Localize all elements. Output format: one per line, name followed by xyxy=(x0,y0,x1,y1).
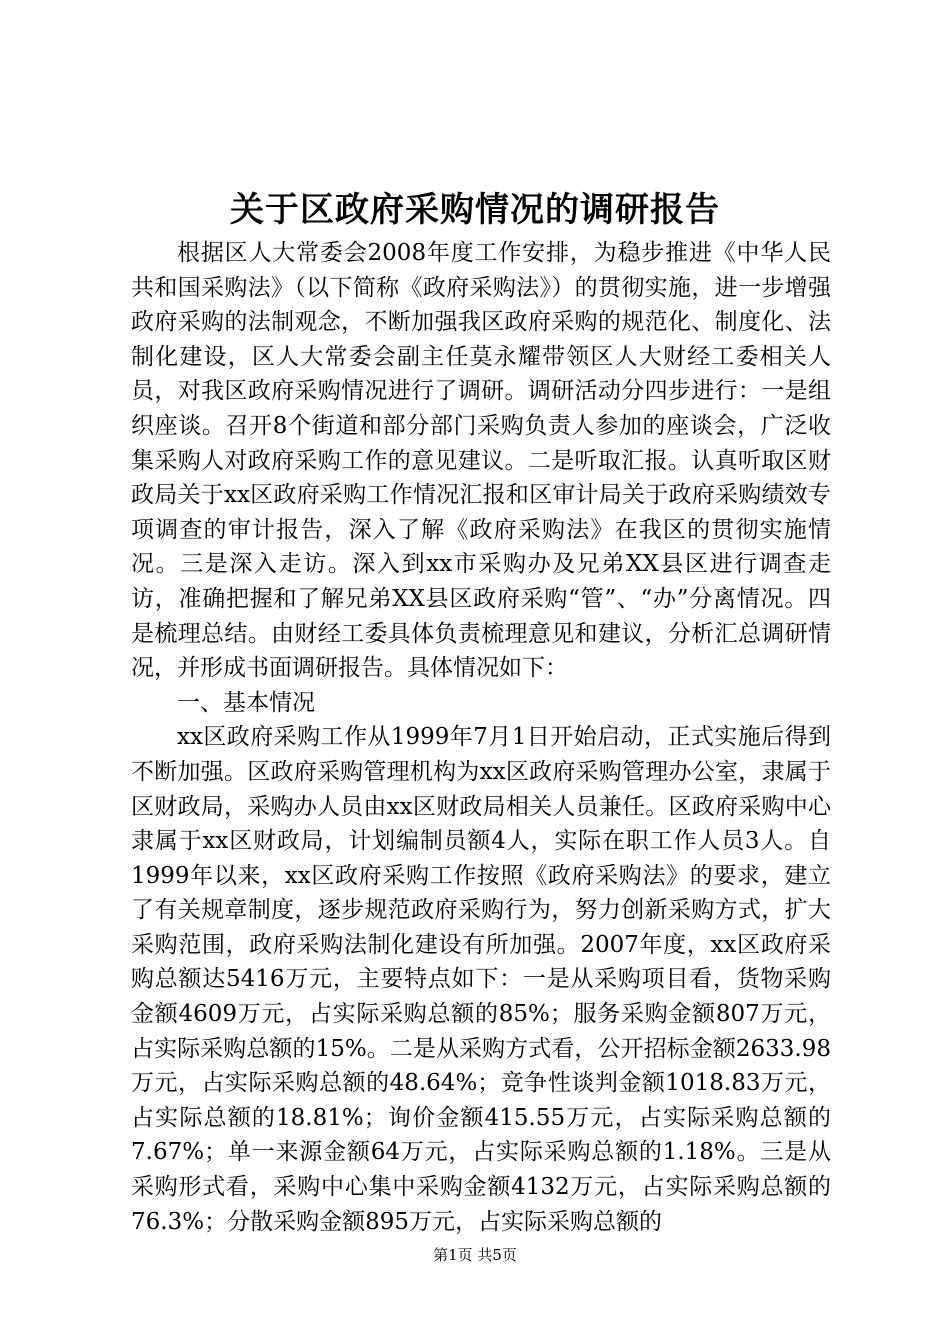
page-number: 第1页 共5页 xyxy=(433,1246,517,1264)
section-heading: 一、基本情况 xyxy=(177,689,315,716)
intro-paragraph: 根据区人大常委会2008年度工作安排，为稳步推进《中华人民共和国采购法》（以下简称《政府采购法》）的贯彻实施，进一步增强政府采购的法制观念，不断加强我区政府采购的规范化、制度化、法制化建设，区人大常委会副主任莫永耀带领区人大财经工委相关人员，对我区政府采购情况进行了调研。调研活动分四步进行：一是组织座谈。召开8个街道和部分部门采购负责人参加的座谈会，广泛收集采购人对政府采购工作的意见建议。二是听取汇报。认真听取区财政局关于xx区政府采购工作情况汇报和区审计局关于政府采购绩效专项调查的审计报告，深入了解《政府采购法》在我区的贯彻实施情况。三是深入走访。深入到xx市采购办及兄弟XX县区进行调查走访，准确把握和了解兄弟XX县区政府采购“管”、“办”分离情况。四是梳理总结。由财经工委具体负责梳理意见和建议，分析汇总调研情况，并形成书面调研报告。具体情况如下： xyxy=(131,240,831,682)
basic-situation-paragraph: xx区政府采购工作从1999年7月1日开始启动，正式实施后得到不断加强。区政府采购管理机构为xx区政府采购管理办公室，隶属于区财政局，采购办人员由xx区财政局相关人员兼任。区政府采购中心隶属于xx区财政局，计划编制员额4人，实际在职工作人员3人。自1999年以来，xx区政府采购工作按照《政府采购法》的要求，建立了有关规章制度，逐步规范政府采购行为，努力创新采购方式，扩大采购范围，政府采购法制化建设有所加强。2007年度，xx区政府采购总额达5416万元，主要特点如下：一是从采购项目看，货物采购金额4609万元，占实际采购总额的85%；服务采购金额807万元，占实际采购总额的15%。二是从采购方式看，公开招标金额2633.98万元，占实际采购总额的48.64%；竞争性谈判金额1018.83万元，占实际总额的18.81%；询价金额415.55万元，占实际采购总额的7.67%；单一来源金额64万元，占实际采购总额的1.18%。三是从采购形式看，采购中心集中采购金额4132万元，占实际采购总额的76.3%；分散采购金额895万元，占实际采购总额的 xyxy=(131,724,831,1235)
document-title: 关于区政府采购情况的调研报告 xyxy=(230,190,720,230)
document-body xyxy=(131,236,831,1239)
